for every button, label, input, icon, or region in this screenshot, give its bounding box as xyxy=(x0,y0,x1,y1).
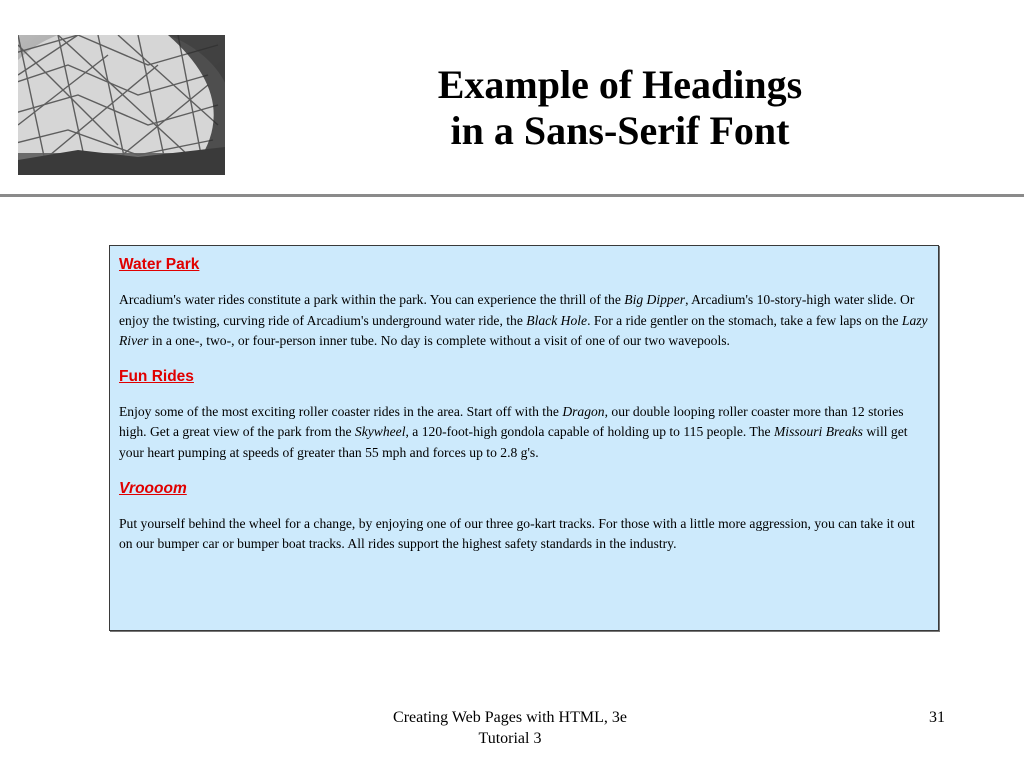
example-page-panel xyxy=(109,245,939,631)
slide-title xyxy=(260,62,980,154)
section-heading-water-park: Water Park xyxy=(119,256,200,273)
ride-name: Skywheel xyxy=(354,424,406,440)
body-text: , our double looping roller coaster more than 12 stories high. Get a great view of the park from the xyxy=(119,403,904,440)
title-divider xyxy=(0,194,1024,197)
slide-title-line1: Example of Headings xyxy=(437,62,803,107)
telescope-dish-image xyxy=(18,35,225,175)
body-text: will get your heart pumping at speeds of greater than 55 mph and forces up to 2.8 g's. xyxy=(119,424,908,460)
body-text: in a one-, two-, or four-person inner tube. No day is complete without a visit of one of our two wavepools. xyxy=(148,333,730,349)
body-text: . For a ride gentler on the stomach, take a few laps on the xyxy=(587,312,902,328)
body-text: Enjoy some of the most exciting roller coaster rides in the area. Start off with the xyxy=(119,403,563,419)
ride-name: Dragon xyxy=(562,403,605,419)
ride-name: Black Hole xyxy=(526,312,588,328)
section-body-water-park xyxy=(119,290,929,352)
section-body-vroooom: Put yourself behind the wheel for a change, by enjoying one of our three go-kart tracks. For those with a little more aggression, you can take it out on our bumper car or bumper boat tracks. All rides support the highest safety standards in the industry. xyxy=(119,515,915,552)
body-text: , a 120-foot-high gondola capable of holding up to 115 people. The xyxy=(405,424,774,440)
footer-tutorial: Tutorial 3 xyxy=(478,730,542,747)
body-text: Arcadium's water rides constitute a park within the park. You can experience the thrill of the xyxy=(119,292,625,307)
radio-telescope-photo xyxy=(18,35,225,175)
slide-footer xyxy=(320,707,700,749)
page-number: 31 xyxy=(929,709,945,726)
section-body-fun-rides xyxy=(119,402,929,464)
section-heading-vroooom: Vroooom xyxy=(119,479,187,497)
ride-name: Big Dipper xyxy=(624,292,686,307)
footer-course-title: Creating Web Pages with HTML, 3e xyxy=(393,709,627,726)
section-heading-fun-rides: Fun Rides xyxy=(119,367,194,385)
body-text: , Arcadium's 10-story-high water slide. Or enjoy the twisting, curving ride of Arcadium's underground water ride, the xyxy=(119,292,915,328)
slide-title-line2: in a Sans-Serif Font xyxy=(450,108,790,153)
ride-name: Lazy River xyxy=(119,312,928,349)
ride-name: Missouri Breaks xyxy=(773,424,863,440)
